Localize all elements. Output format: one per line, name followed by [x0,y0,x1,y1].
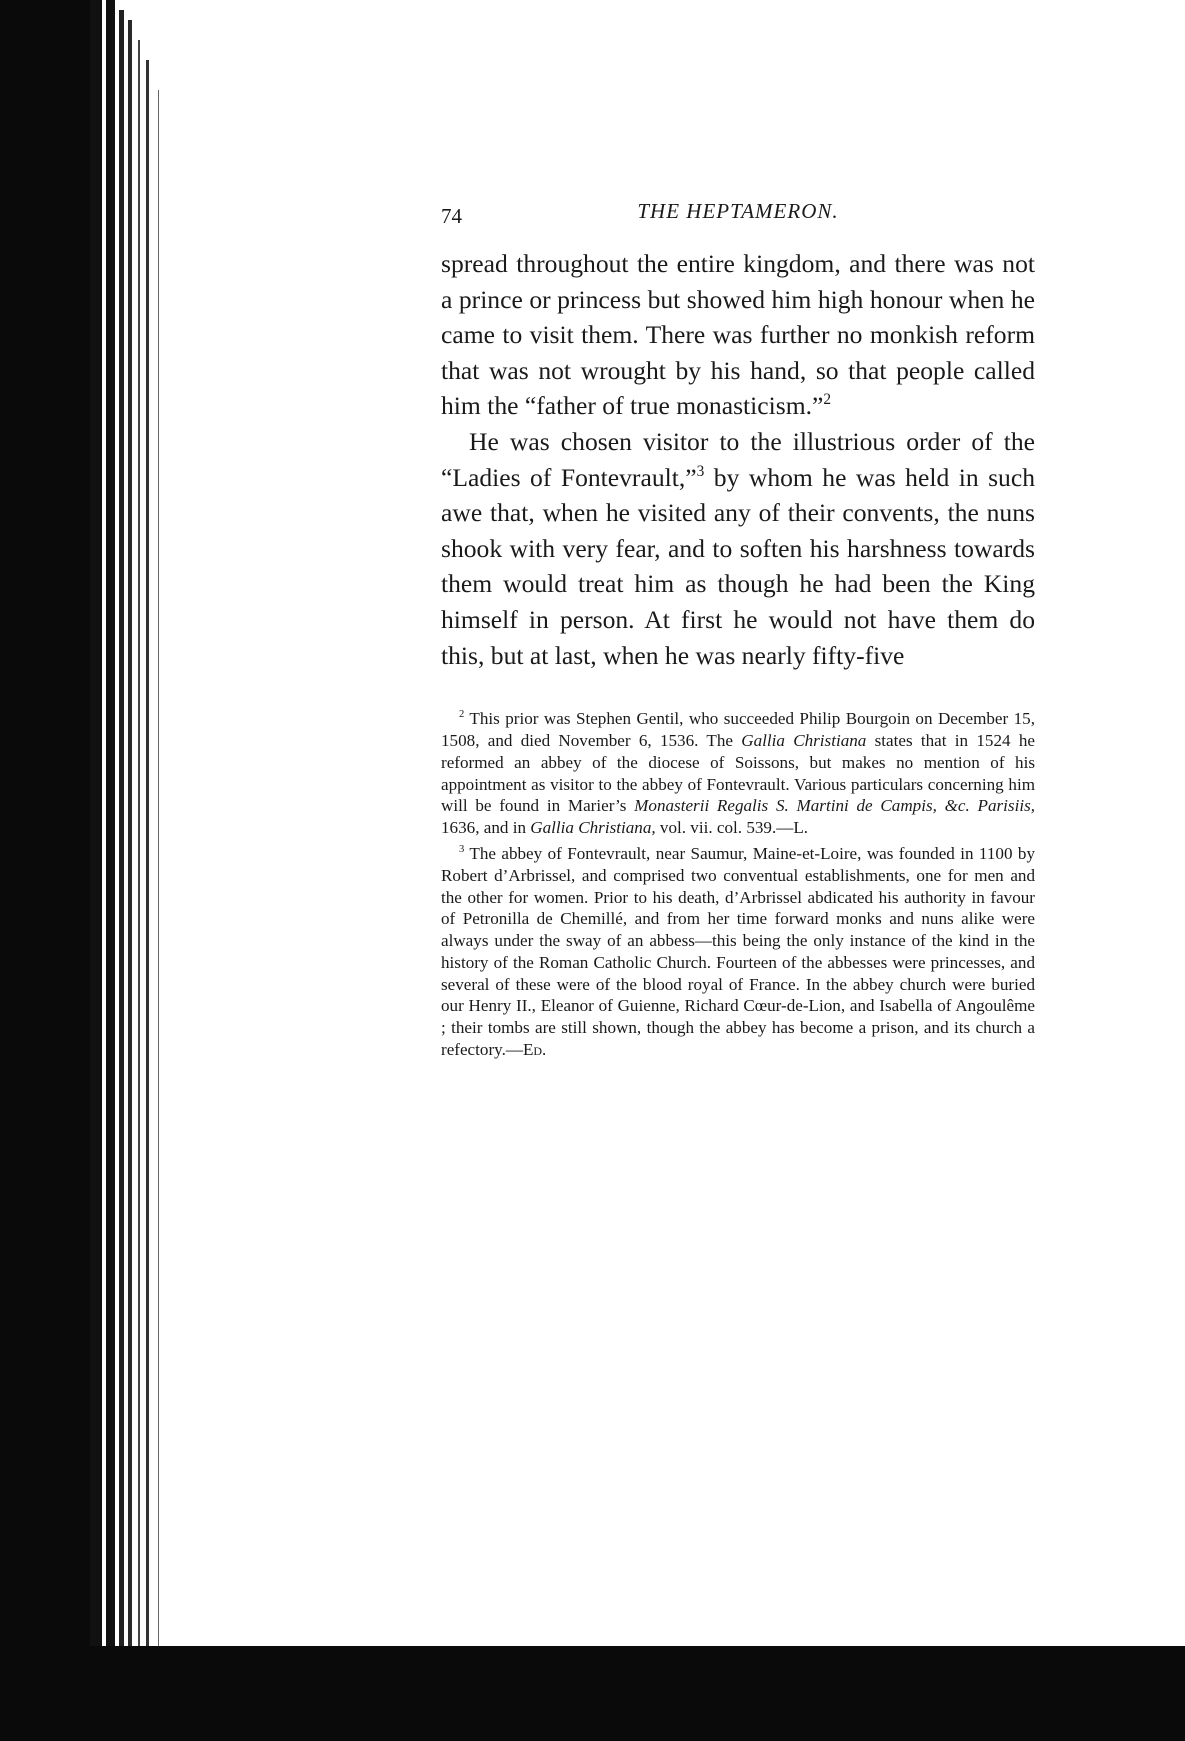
footnote-2: $^2$ This prior was Stephen Gentil, who succeeded Philip Bourgoin on December 15, 1508, and died November 6, 1536. The Gallia Christiana states that in 1524 he reformed an abbey of the diocese of Soissons, but makes no mention of his appointment as visitor to the abbey of Fontevrault. Various particulars concerning him will be found in Marier’s Monasterii Regalis S. Martini de Campis, &c. Parisiis, 1636, and in Gallia Christiana, vol. vii. col. 539.—L. [441,709,1036,838]
paragraph-1: spread throughout the entire kingdom, and there was not a prince or princess but showed him high honour when he came to visit them. There was further no monkish reform that was not wrought by his hand, so that people called him the “father of true monasticism.”$^2$ [441,249,1035,421]
page-number: 74 [441,204,462,228]
footnotes [441,708,1035,1061]
paragraph-2: He was chosen visitor to the illustrious order of the “Ladies of Fontevrault,”$^3$ by whom he was held in such awe that, when he visited any of their convents, the nuns shook with very fear, and to soften his harshness towards them would treat him as though he had been the King himself in person. At first he would not have them do this, but at last, when he was nearly fifty-five [441,426,1036,670]
scan-bottom-edge [0,1646,1185,1741]
editor-signature: Ed. [522,1040,547,1060]
main-text [441,246,1035,673]
scan-gutter [0,0,90,1741]
running-head: THE HEPTAMERON. [637,199,839,223]
scan-edge-lines [90,0,185,1741]
footnote-ref-2: 2 [823,391,832,409]
footnote-ref-3: 3 [696,462,705,480]
footnote-3: $^3$ The abbey of Fontevrault, near Saumur, Maine-et-Loire, was founded in 1100 by Robert d’Arbrissel, and comprised two conventual establishments, one for men and the other for women. Prior to his death, d’Arbrissel abdicated his authority in favour of Petronilla de Chemillé, and from her time forward monks and nuns alike were always under the sway of an abbess—this being the only instance of the kind in the history of the Roman Catholic Church. Fourteen of the abbesses were princesses, and several of these were of the blood royal of France. In the abbey church were buried our Henry II., Eleanor of Guienne, Richard Cœur-de-Lion, and Isabella of Angoulême ; their tombs are still shown, though the abbey has become a prison, and its church a refectory.—Ed. [441,843,1035,1060]
page-header [441,190,1035,230]
book-page [441,190,1035,1061]
